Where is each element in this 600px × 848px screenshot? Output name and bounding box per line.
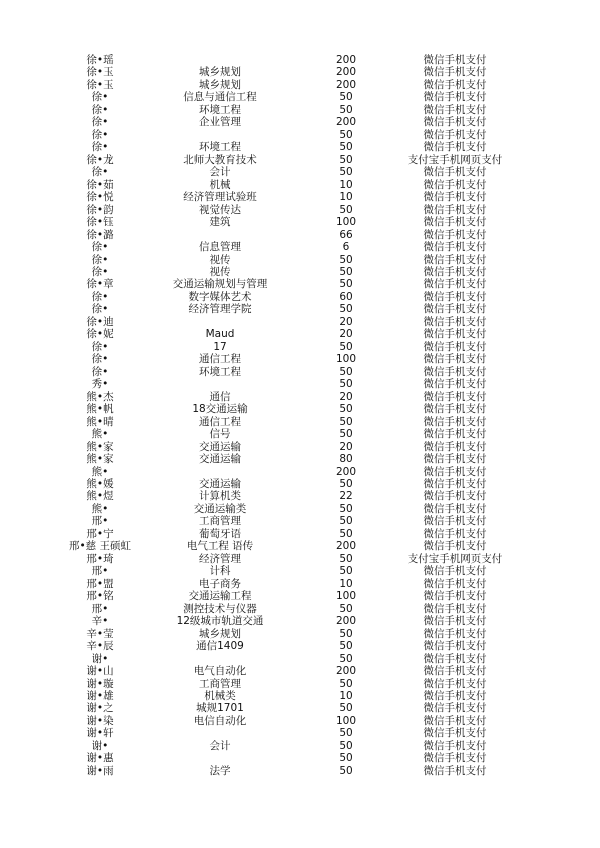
amount: 50 xyxy=(339,278,353,291)
table-row xyxy=(0,702,600,715)
table-row xyxy=(0,391,600,404)
department: 城规1701 xyxy=(196,702,244,715)
donor-name: 邢•宁 xyxy=(86,527,114,540)
donor-name: 徐•玉 xyxy=(86,66,114,79)
donor-name: 谢• xyxy=(91,652,109,665)
donor-name: 熊• xyxy=(91,465,109,478)
payment-method: 微信手机支付 xyxy=(423,116,487,129)
payment-method: 微信手机支付 xyxy=(423,615,487,628)
amount: 200 xyxy=(335,540,357,553)
donor-name: 徐• xyxy=(91,365,109,378)
department: 测控技术与仪器 xyxy=(183,602,257,615)
amount: 22 xyxy=(339,490,353,503)
donor-name: 谢•染 xyxy=(86,714,114,727)
table-row xyxy=(0,528,600,541)
payment-method: 微信手机支付 xyxy=(423,203,487,216)
amount: 200 xyxy=(335,665,357,678)
department: 电气自动化 xyxy=(193,665,247,678)
table-row xyxy=(0,141,600,154)
payment-method: 微信手机支付 xyxy=(423,241,487,254)
payment-method: 微信手机支付 xyxy=(423,278,487,291)
donor-name: 熊•帆 xyxy=(86,403,114,416)
table-row xyxy=(0,166,600,179)
department: 环境工程 xyxy=(199,365,241,378)
table-row xyxy=(0,665,600,678)
table-row xyxy=(0,254,600,267)
payment-method: 微信手机支付 xyxy=(423,540,487,553)
payment-method: 微信手机支付 xyxy=(423,428,487,441)
payment-method: 微信手机支付 xyxy=(423,128,487,141)
department: Maud xyxy=(205,328,235,341)
payment-method: 微信手机支付 xyxy=(423,228,487,241)
payment-method: 微信手机支付 xyxy=(423,415,487,428)
payment-method: 微信手机支付 xyxy=(423,78,487,91)
donor-name: 徐•迪 xyxy=(86,315,114,328)
amount: 50 xyxy=(339,727,353,740)
department: 工商管理 xyxy=(199,677,241,690)
amount: 50 xyxy=(339,627,353,640)
amount: 50 xyxy=(339,515,353,528)
payment-method: 微信手机支付 xyxy=(423,328,487,341)
amount: 50 xyxy=(339,166,353,179)
donor-name: 邢•铭 xyxy=(86,590,114,603)
donor-name: 谢• xyxy=(91,739,109,752)
amount: 50 xyxy=(339,602,353,615)
donor-name: 徐•妮 xyxy=(86,328,114,341)
donor-name: 徐•潞 xyxy=(86,228,114,241)
payment-method: 微信手机支付 xyxy=(423,403,487,416)
donor-name: 邢•盟 xyxy=(86,577,114,590)
amount: 50 xyxy=(339,203,353,216)
amount: 50 xyxy=(339,303,353,316)
amount: 50 xyxy=(339,103,353,116)
table-row xyxy=(0,104,600,117)
amount: 50 xyxy=(339,502,353,515)
table-row xyxy=(0,416,600,429)
payment-method: 支付宝手机网页支付 xyxy=(407,153,503,166)
payment-method: 微信手机支付 xyxy=(423,465,487,478)
donor-name: 辛• xyxy=(91,615,109,628)
payment-method: 微信手机支付 xyxy=(423,527,487,540)
payment-method: 微信手机支付 xyxy=(423,565,487,578)
amount: 200 xyxy=(335,78,357,91)
table-row xyxy=(0,229,600,242)
payment-method: 微信手机支付 xyxy=(423,66,487,79)
amount: 50 xyxy=(339,739,353,752)
amount: 200 xyxy=(335,54,357,66)
payment-method: 微信手机支付 xyxy=(423,490,487,503)
department: 电信自动化 xyxy=(193,714,247,727)
donor-name: 徐• xyxy=(91,340,109,353)
donor-name: 徐• xyxy=(91,116,109,129)
table-row xyxy=(0,79,600,92)
department: 通信工程 xyxy=(199,353,241,366)
amount: 50 xyxy=(339,552,353,565)
table-row xyxy=(0,278,600,291)
payment-method: 微信手机支付 xyxy=(423,577,487,590)
donor-name: 熊• xyxy=(91,502,109,515)
department: 17 xyxy=(213,340,227,353)
amount: 20 xyxy=(339,315,353,328)
donor-name: 徐•韵 xyxy=(86,203,114,216)
amount: 50 xyxy=(339,153,353,166)
donor-name: 徐• xyxy=(91,241,109,254)
department: 信号 xyxy=(209,428,231,441)
payment-method: 微信手机支付 xyxy=(423,141,487,154)
payment-method: 微信手机支付 xyxy=(423,515,487,528)
amount: 50 xyxy=(339,640,353,653)
department: 城乡规划 xyxy=(199,78,241,91)
table-row xyxy=(0,678,600,691)
amount: 50 xyxy=(339,428,353,441)
payment-method: 微信手机支付 xyxy=(423,453,487,466)
donor-name: 徐•瑶 xyxy=(86,54,114,66)
payment-method: 微信手机支付 xyxy=(423,602,487,615)
payment-method: 微信手机支付 xyxy=(423,752,487,765)
department: 计算机类 xyxy=(199,490,241,503)
amount: 50 xyxy=(339,527,353,540)
table-row xyxy=(0,241,600,254)
amount: 50 xyxy=(339,378,353,391)
payment-method: 微信手机支付 xyxy=(423,315,487,328)
table-row xyxy=(0,615,600,628)
amount: 60 xyxy=(339,290,353,303)
department: 企业管理 xyxy=(199,116,241,129)
amount: 10 xyxy=(339,689,353,702)
table-row xyxy=(0,291,600,304)
department: 电子商务 xyxy=(199,577,241,590)
payment-method: 微信手机支付 xyxy=(423,502,487,515)
table-row xyxy=(0,628,600,641)
amount: 50 xyxy=(339,365,353,378)
department: 交通运输 xyxy=(199,440,241,453)
department: 视传 xyxy=(209,265,231,278)
amount: 50 xyxy=(339,340,353,353)
payment-method: 微信手机支付 xyxy=(423,103,487,116)
table-row xyxy=(0,690,600,703)
department: 经济管理 xyxy=(199,552,241,565)
department: 北师大教育技术 xyxy=(183,153,257,166)
donor-name: 徐•茹 xyxy=(86,178,114,191)
table-row xyxy=(0,154,600,167)
donor-name: 徐• xyxy=(91,290,109,303)
amount: 50 xyxy=(339,403,353,416)
table-row xyxy=(0,503,600,516)
amount: 50 xyxy=(339,702,353,715)
department: 信息管理 xyxy=(199,241,241,254)
department: 建筑 xyxy=(209,216,231,229)
department: 交通运输规划与管理 xyxy=(172,278,268,291)
donor-name: 徐•章 xyxy=(86,278,114,291)
table-row xyxy=(0,515,600,528)
amount: 200 xyxy=(335,116,357,129)
table-row xyxy=(0,191,600,204)
department: 数字媒体艺术 xyxy=(188,290,252,303)
payment-method: 微信手机支付 xyxy=(423,390,487,403)
payment-method: 微信手机支付 xyxy=(423,365,487,378)
table-row xyxy=(0,204,600,217)
amount: 10 xyxy=(339,577,353,590)
payment-method: 微信手机支付 xyxy=(423,640,487,653)
payment-method: 微信手机支付 xyxy=(423,764,487,777)
department: 12级城市轨道交通 xyxy=(176,615,264,628)
department: 环境工程 xyxy=(199,141,241,154)
table-row xyxy=(0,378,600,391)
department: 城乡规划 xyxy=(199,66,241,79)
amount: 66 xyxy=(339,228,353,241)
department: 信息与通信工程 xyxy=(183,91,257,104)
table-row xyxy=(0,403,600,416)
table-row xyxy=(0,316,600,329)
payment-method: 微信手机支付 xyxy=(423,191,487,204)
table-row xyxy=(0,727,600,740)
department: 通信工程 xyxy=(199,415,241,428)
payment-method: 微信手机支付 xyxy=(423,627,487,640)
donor-name: 徐•龙 xyxy=(86,153,114,166)
payment-method: 微信手机支付 xyxy=(423,727,487,740)
table-row xyxy=(0,216,600,229)
payment-method: 支付宝手机网页支付 xyxy=(407,552,503,565)
table-row xyxy=(0,715,600,728)
amount: 50 xyxy=(339,415,353,428)
table-row xyxy=(0,540,600,553)
payment-method: 微信手机支付 xyxy=(423,303,487,316)
donor-name: 熊•杰 xyxy=(86,390,114,403)
donor-name: 熊•晴 xyxy=(86,415,114,428)
department: 环境工程 xyxy=(199,103,241,116)
department: 通信 xyxy=(209,390,231,403)
department: 葡萄牙语 xyxy=(199,527,241,540)
amount: 50 xyxy=(339,265,353,278)
department: 会计 xyxy=(209,166,231,179)
payment-method: 微信手机支付 xyxy=(423,178,487,191)
amount: 100 xyxy=(335,590,357,603)
amount: 20 xyxy=(339,390,353,403)
table-row xyxy=(0,553,600,566)
payment-method: 微信手机支付 xyxy=(423,702,487,715)
table-row xyxy=(0,590,600,603)
table-row xyxy=(0,490,600,503)
table-row xyxy=(0,752,600,765)
amount: 80 xyxy=(339,453,353,466)
department: 通信1409 xyxy=(196,640,244,653)
payment-method: 微信手机支付 xyxy=(423,253,487,266)
donor-name: 熊•煜 xyxy=(86,490,114,503)
amount: 10 xyxy=(339,191,353,204)
donor-name: 徐•钰 xyxy=(86,216,114,229)
payment-method: 微信手机支付 xyxy=(423,689,487,702)
donor-name: 徐• xyxy=(91,91,109,104)
donor-name: 辛•辰 xyxy=(86,640,114,653)
department: 18交通运输 xyxy=(192,403,248,416)
table-row xyxy=(0,740,600,753)
donor-name: 谢•惠 xyxy=(86,752,114,765)
department: 交通运输类 xyxy=(193,502,247,515)
department: 视传 xyxy=(209,253,231,266)
donor-name: 谢•雄 xyxy=(86,689,114,702)
table-row xyxy=(0,466,600,479)
amount: 50 xyxy=(339,565,353,578)
department: 机械 xyxy=(209,178,231,191)
department: 会计 xyxy=(209,739,231,752)
donor-name: 谢•山 xyxy=(86,665,114,678)
table-row xyxy=(0,179,600,192)
department: 经济管理学院 xyxy=(188,303,252,316)
donor-name: 邢• xyxy=(91,515,109,528)
department: 交通运输 xyxy=(199,453,241,466)
table-row xyxy=(0,353,600,366)
table-row xyxy=(0,478,600,491)
donor-name: 谢•雨 xyxy=(86,764,114,777)
amount: 20 xyxy=(339,440,353,453)
table-row xyxy=(0,266,600,279)
department: 视觉传达 xyxy=(199,203,241,216)
donor-name: 熊•家 xyxy=(86,453,114,466)
donor-name: 徐•玉 xyxy=(86,78,114,91)
table-row xyxy=(0,91,600,104)
payment-method: 微信手机支付 xyxy=(423,290,487,303)
table-row xyxy=(0,565,600,578)
amount: 50 xyxy=(339,253,353,266)
department: 交通运输工程 xyxy=(188,590,252,603)
donor-name: 谢•轩 xyxy=(86,727,114,740)
donor-name: 秀• xyxy=(91,378,109,391)
payment-method: 微信手机支付 xyxy=(423,714,487,727)
amount: 200 xyxy=(335,615,357,628)
donor-name: 熊•媛 xyxy=(86,477,114,490)
table-row xyxy=(0,366,600,379)
payment-method: 微信手机支付 xyxy=(423,739,487,752)
amount: 50 xyxy=(339,141,353,154)
donor-name: 邢•慈 王硕虹 xyxy=(68,540,132,553)
donor-name: 谢•璇 xyxy=(86,677,114,690)
donor-name: 邢•琦 xyxy=(86,552,114,565)
amount: 100 xyxy=(335,353,357,366)
table-row xyxy=(0,765,600,778)
payment-method: 微信手机支付 xyxy=(423,340,487,353)
department: 工商管理 xyxy=(199,515,241,528)
donor-name: 徐• xyxy=(91,253,109,266)
donor-name: 徐• xyxy=(91,128,109,141)
donor-name: 谢•之 xyxy=(86,702,114,715)
amount: 200 xyxy=(335,465,357,478)
department: 计科 xyxy=(209,565,231,578)
donor-name: 徐• xyxy=(91,353,109,366)
payment-method: 微信手机支付 xyxy=(423,265,487,278)
payment-method: 微信手机支付 xyxy=(423,378,487,391)
table-row xyxy=(0,578,600,591)
payment-method: 微信手机支付 xyxy=(423,91,487,104)
table-row xyxy=(0,54,600,67)
donor-name: 徐• xyxy=(91,265,109,278)
payment-method: 微信手机支付 xyxy=(423,353,487,366)
amount: 50 xyxy=(339,91,353,104)
payment-method: 微信手机支付 xyxy=(423,216,487,229)
donor-name: 徐•悦 xyxy=(86,191,114,204)
table-row xyxy=(0,66,600,79)
amount: 100 xyxy=(335,216,357,229)
department: 机械类 xyxy=(204,689,236,702)
donor-name: 徐• xyxy=(91,141,109,154)
payment-method: 微信手机支付 xyxy=(423,440,487,453)
donor-name: 熊• xyxy=(91,428,109,441)
donor-name: 邢• xyxy=(91,565,109,578)
amount: 50 xyxy=(339,128,353,141)
department: 法学 xyxy=(209,764,231,777)
table-row xyxy=(0,453,600,466)
amount: 200 xyxy=(335,66,357,79)
amount: 6 xyxy=(342,241,350,254)
table-row xyxy=(0,640,600,653)
payment-method: 微信手机支付 xyxy=(423,677,487,690)
amount: 50 xyxy=(339,752,353,765)
table-row xyxy=(0,116,600,129)
amount: 50 xyxy=(339,652,353,665)
payment-method: 微信手机支付 xyxy=(423,166,487,179)
payment-method: 微信手机支付 xyxy=(423,590,487,603)
amount: 50 xyxy=(339,677,353,690)
table-row xyxy=(0,129,600,142)
table-row xyxy=(0,428,600,441)
amount: 10 xyxy=(339,178,353,191)
donor-name: 徐• xyxy=(91,103,109,116)
amount: 50 xyxy=(339,477,353,490)
table-row xyxy=(0,603,600,616)
department: 电气工程 语传 xyxy=(186,540,254,553)
payment-method: 微信手机支付 xyxy=(423,665,487,678)
donor-name: 徐• xyxy=(91,303,109,316)
donor-name: 辛•莹 xyxy=(86,627,114,640)
department: 经济管理试验班 xyxy=(183,191,257,204)
payment-method: 微信手机支付 xyxy=(423,54,487,66)
amount: 50 xyxy=(339,764,353,777)
payment-method: 微信手机支付 xyxy=(423,477,487,490)
department: 城乡规划 xyxy=(199,627,241,640)
donor-name: 邢• xyxy=(91,602,109,615)
donor-name: 熊•家 xyxy=(86,440,114,453)
table-row xyxy=(0,653,600,666)
amount: 100 xyxy=(335,714,357,727)
table-row xyxy=(0,341,600,354)
table-row xyxy=(0,441,600,454)
table-row xyxy=(0,328,600,341)
donor-name: 徐• xyxy=(91,166,109,179)
department: 交通运输 xyxy=(199,477,241,490)
amount: 20 xyxy=(339,328,353,341)
payment-method: 微信手机支付 xyxy=(423,652,487,665)
table-row xyxy=(0,303,600,316)
